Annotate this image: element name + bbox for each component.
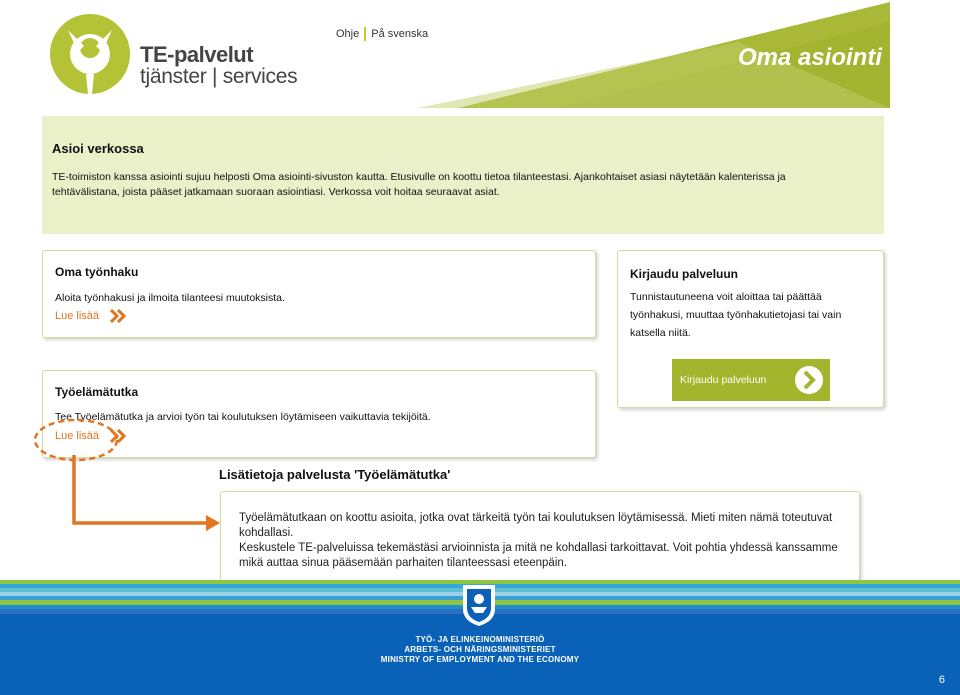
login-text: Tunnistautuneena voit aloittaa tai päättää työnhakusi, muuttaa työnhakutietojasi tai vain katsella niitä. xyxy=(630,291,842,339)
login-button[interactable] xyxy=(672,359,830,401)
info-box xyxy=(220,491,860,581)
job-search-read-more[interactable] xyxy=(55,309,126,323)
arrow-circle-icon xyxy=(794,365,824,395)
ministry-sv: ARBETS- OCH NÄRINGSMINISTERIET xyxy=(404,645,556,654)
info-heading: Lisätietoja palvelusta 'Työelämätutka' xyxy=(219,467,451,482)
swedish-link[interactable]: På svenska xyxy=(371,27,429,40)
site-header xyxy=(38,2,890,108)
double-chevron-icon xyxy=(110,309,126,323)
ministry-fi: TYÖ- JA ELINKEINOMINISTERIÖ xyxy=(415,635,545,644)
job-search-text: Aloita työnhakusi ja ilmoita tilanteesi muutoksista. xyxy=(55,292,285,304)
top-links xyxy=(336,27,428,41)
work-tool-text: Tee Työelämätutka ja arvioi työn tai koulutuksen löytämiseen vaikuttavia tekijöitä. xyxy=(55,411,431,423)
info-text xyxy=(239,511,859,571)
work-tool-card xyxy=(42,370,596,458)
help-link[interactable]: Ohje xyxy=(336,27,360,40)
login-title: Kirjaudu palveluun xyxy=(630,267,739,281)
te-palvelut-logo xyxy=(48,12,132,96)
job-search-card xyxy=(42,250,596,338)
screenshot-panel xyxy=(38,2,890,464)
login-button-label: Kirjaudu palveluun xyxy=(680,374,767,386)
annotation-arrow xyxy=(60,455,220,545)
intro-heading: Asioi verkossa xyxy=(52,141,144,156)
job-search-title: Oma työnhaku xyxy=(55,265,139,279)
read-more-label[interactable]: Lue lisää xyxy=(55,310,100,322)
intro-text: TE-toimiston kanssa asiointi sujuu helposti Oma asiointi-sivuston kautta. Etusivulle on koottu tietoa tilanteestasi. Ajankohtaiset asiasi näytetään kalenterissa ja tehtävälistana, joista pääset jatkamaan suoraan asiointiasi. Verkossa voit hoitaa seuraavat asiat. xyxy=(52,171,786,198)
footer xyxy=(0,580,960,695)
info-line-1: Työelämätutkaan on koottu asioita, jotka ovat tärkeitä työn tai koulutuksen löytämisessä. Mieti miten nämä toteutuvat kohdallasi. xyxy=(239,512,833,539)
read-more-label[interactable]: Lue lisää xyxy=(55,430,100,442)
page-number: 6 xyxy=(938,674,945,686)
info-line-2: Keskustele TE-palveluissa tekemästäsi arvioinnista ja mitä ne kohdallasi tarkoittavat. Voit pohtia yhdessä kanssamme mikä auttaa sinua pääsemään parhaiten tilanteessasi eteenpäin. xyxy=(239,542,838,569)
brand-subtitle: tjänster | services xyxy=(140,65,298,88)
work-tool-title: Työelämätutka xyxy=(55,385,139,399)
link-separator xyxy=(364,27,366,41)
login-card xyxy=(617,250,884,408)
intro-box xyxy=(42,116,884,234)
brand-name: TE-palvelut xyxy=(140,42,254,67)
ministry-name xyxy=(0,635,960,665)
page-title: Oma asiointi xyxy=(737,44,882,71)
coat-of-arms-icon xyxy=(461,583,497,627)
ministry-en: MINISTRY OF EMPLOYMENT AND THE ECONOMY xyxy=(380,655,580,664)
